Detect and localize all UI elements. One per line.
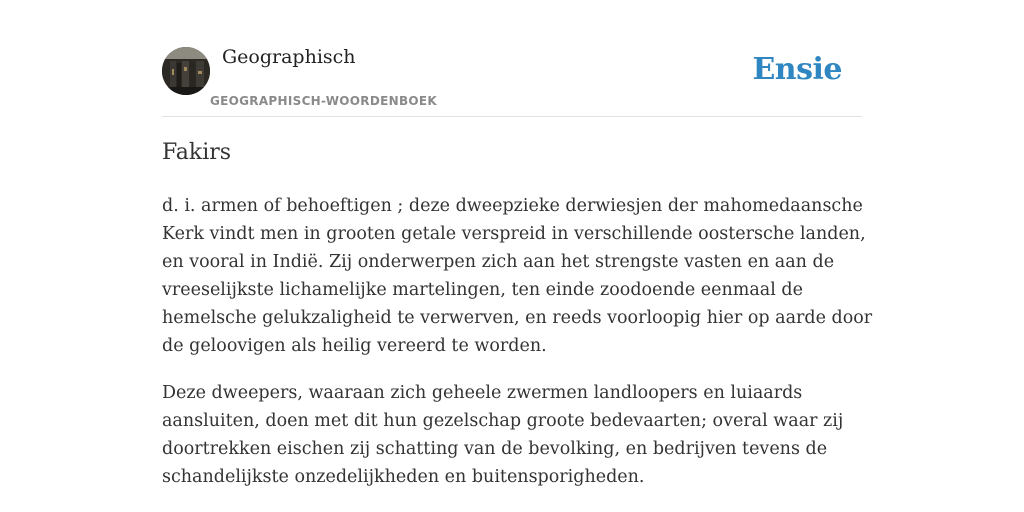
avatar[interactable] [162, 47, 210, 95]
entry-title: Fakirs [162, 140, 232, 165]
brand-logo[interactable]: Ensie [752, 52, 842, 87]
site-subtitle[interactable]: GEOGRAPHISCH-WOORDENBOEK [210, 94, 437, 108]
entry-body [162, 192, 882, 510]
entry-paragraph: Deze dweepers, waaraan zich geheele zwermen landloopers en luiaards aansluiten, doen met dit hun gezelschap groote bedevaarten; overal waar zij doortrekken eischen zij schatting van de bevolking, en bedrijven tevens de schandelijkste onzedelijkheden en buitensporigheden. [162, 383, 844, 487]
site-title[interactable]: Geographisch [222, 46, 356, 68]
book-spines-photo-icon [162, 47, 210, 95]
header [162, 46, 862, 117]
entry-paragraph: d. i. armen of behoeftigen ; deze dweepzieke derwiesjen der mahomedaansche Kerk vindt men in grooten getale verspreid in verschillende oostersche landen, en vooral in Indië. Zij onderwerpen zich aan het strengste vasten en aan de vreeselijkste lichamelijke martelingen, ten einde zoodoende eenmaal de hemelsche gelukzaligheid te verwerven, en reeds voorloopig hier op aarde door de geloovigen als heilig vereerd te worden. [162, 196, 873, 356]
